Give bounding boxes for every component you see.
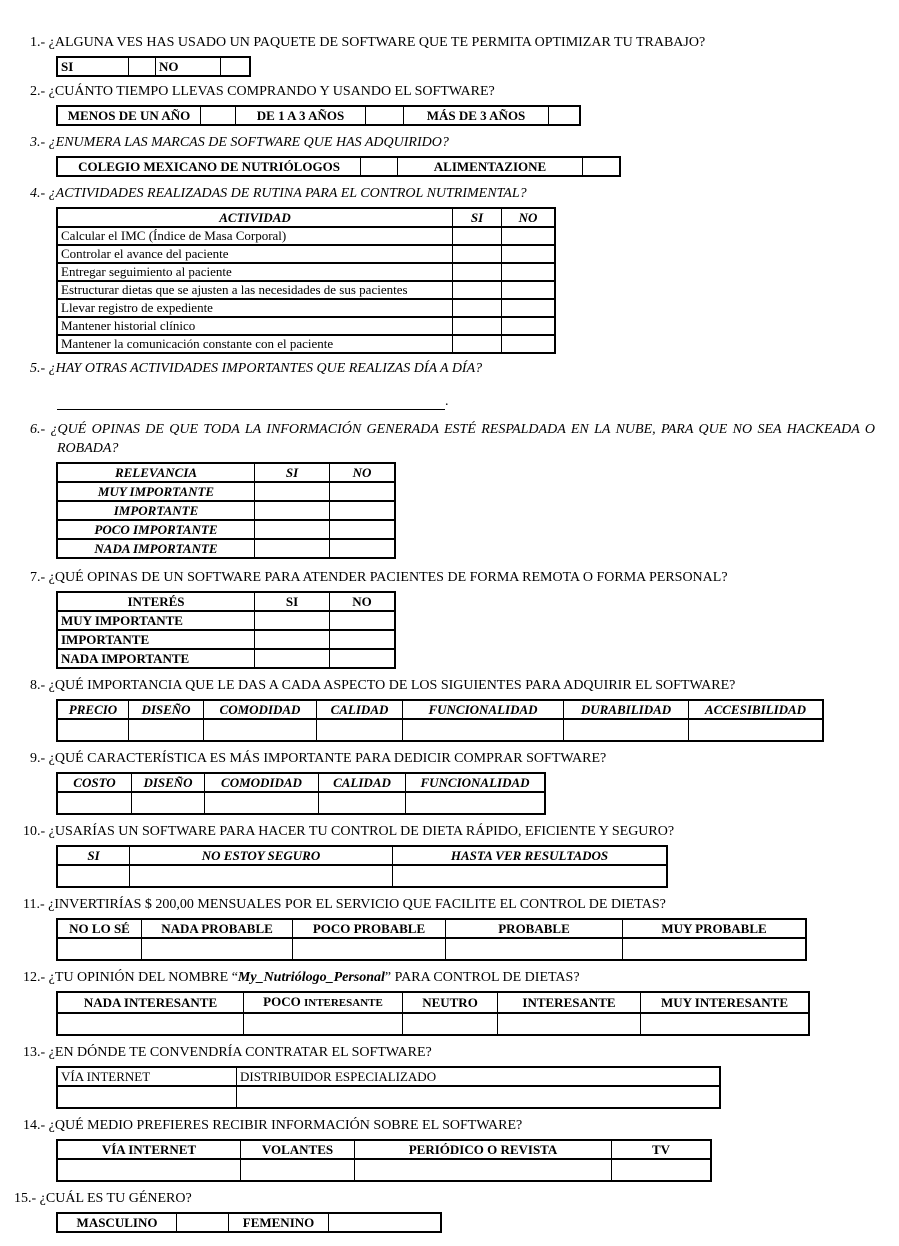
option-cell: PERIÓDICO O REVISTA: [355, 1140, 612, 1159]
answer-cell[interactable]: [330, 611, 396, 630]
option-cell: DURABILIDAD: [564, 700, 689, 719]
q11-answer-table: [56, 918, 807, 961]
answer-cell[interactable]: [453, 263, 502, 281]
answer-cell[interactable]: [129, 719, 204, 741]
table-row: [57, 773, 545, 792]
software-name: My_Nutriólogo_Personal: [237, 970, 385, 985]
answer-cell[interactable]: [255, 539, 330, 558]
answer-cell[interactable]: [241, 1159, 355, 1181]
option-cell: CALIDAD: [319, 773, 406, 792]
table-row: [57, 1013, 809, 1035]
option-cell: FEMENINO: [229, 1213, 329, 1232]
answer-cell[interactable]: [255, 482, 330, 501]
answer-cell[interactable]: [453, 299, 502, 317]
option-cell: SI: [57, 846, 130, 865]
option-cell: FUNCIONALIDAD: [403, 700, 564, 719]
answer-cell[interactable]: [57, 938, 142, 960]
answer-cell[interactable]: [330, 649, 396, 668]
q2-answer-table: [56, 105, 581, 126]
table-row: [57, 992, 809, 1013]
answer-cell[interactable]: [403, 719, 564, 741]
question-text: [0, 1189, 875, 1208]
answer-cell[interactable]: [57, 1013, 244, 1035]
answer-cell[interactable]: [366, 106, 404, 125]
answer-cell[interactable]: [361, 157, 398, 176]
table-row: [57, 227, 555, 245]
option-cell: SI: [255, 463, 330, 482]
answer-cell[interactable]: [583, 157, 621, 176]
question-text-label: ¿INVERTIRÍAS $ 200,00 MENSUALES POR EL SERVICIO QUE FACILITE EL CONTROL DE DIETAS?: [48, 897, 666, 912]
option-cell: NEUTRO: [403, 992, 498, 1013]
question-10: [0, 822, 899, 888]
answer-cell[interactable]: [255, 630, 330, 649]
question-text-label: ¿USARÍAS UN SOFTWARE PARA HACER TU CONTROL DE DIETA RÁPIDO, EFICIENTE Y SEGURO?: [48, 824, 675, 839]
option-cell: Controlar el avance del paciente: [57, 245, 453, 263]
option-cell: MUY PROBABLE: [623, 919, 807, 938]
option-cell: MENOS DE UN AÑO: [57, 106, 201, 125]
answer-cell[interactable]: [57, 1086, 237, 1108]
question-1: [0, 33, 899, 77]
question-text-label: ¿ALGUNA VES HAS USADO UN PAQUETE DE SOFTWARE QUE TE PERMITA OPTIMIZAR TU TRABAJO?: [48, 35, 706, 50]
option-cell: MUY IMPORTANTE: [57, 611, 255, 630]
table-row: [57, 1086, 720, 1108]
option-cell: RELEVANCIA: [57, 463, 255, 482]
answer-cell[interactable]: [330, 520, 396, 539]
option-cell: Llevar registro de expediente: [57, 299, 453, 317]
answer-cell[interactable]: [406, 792, 546, 814]
table-row: [57, 865, 667, 887]
answer-cell[interactable]: [319, 792, 406, 814]
table-row: [57, 208, 555, 227]
option-cell: COMODIDAD: [205, 773, 319, 792]
answer-cell[interactable]: [453, 281, 502, 299]
answer-cell[interactable]: [689, 719, 824, 741]
option-cell: Mantener la comunicación constante con el paciente: [57, 335, 453, 353]
question-number: 9.-: [30, 751, 46, 766]
option-cell: DISEÑO: [132, 773, 205, 792]
option-cell: VOLANTES: [241, 1140, 355, 1159]
answer-cell[interactable]: [177, 1213, 229, 1232]
option-cell: SI: [57, 57, 129, 76]
question-text-label: ¿ACTIVIDADES REALIZADAS DE RUTINA PARA EL CONTROL NUTRIMENTAL?: [48, 186, 527, 201]
option-cell: SI: [453, 208, 502, 227]
table-row: [57, 719, 823, 741]
answer-cell[interactable]: [129, 57, 156, 76]
question-number: 7.-: [30, 570, 46, 585]
question-3: [0, 133, 899, 177]
answer-cell[interactable]: [502, 335, 556, 353]
answer-cell[interactable]: [237, 1086, 721, 1108]
table-row: [57, 520, 395, 539]
table-row: [57, 1067, 720, 1086]
answer-cell[interactable]: [502, 263, 556, 281]
table-row: [57, 263, 555, 281]
option-cell: [244, 992, 403, 1013]
question-number: 14.-: [23, 1118, 46, 1133]
q10-answer-table: [56, 845, 668, 888]
answer-cell[interactable]: [453, 245, 502, 263]
question-8: [0, 676, 899, 742]
option-cell: ACCESIBILIDAD: [689, 700, 824, 719]
answer-cell[interactable]: [612, 1159, 712, 1181]
question-text-label: ¿CUÁL ES TU GÉNERO?: [39, 1191, 192, 1206]
question-text: [0, 359, 875, 378]
table-row: [57, 57, 250, 76]
question-5: [0, 359, 899, 410]
questionnaire-body: [0, 33, 899, 1233]
answer-cell[interactable]: [57, 1159, 241, 1181]
question-number: 13.-: [23, 1045, 46, 1060]
option-cell: Calcular el IMC (Índice de Masa Corporal): [57, 227, 453, 245]
answer-cell[interactable]: [205, 792, 319, 814]
q6-answer-table: [56, 462, 396, 559]
question-4: [0, 184, 899, 354]
table-row: [57, 792, 545, 814]
option-label: POCO: [263, 994, 304, 1009]
option-cell: Mantener historial clínico: [57, 317, 453, 335]
answer-cell[interactable]: [57, 792, 132, 814]
question-text-label: ¿CUÁNTO TIEMPO LLEVAS COMPRANDO Y USANDO EL SOFTWARE?: [48, 84, 495, 99]
answer-cell[interactable]: [330, 630, 396, 649]
table-row: [57, 335, 555, 353]
question-text: [0, 822, 875, 841]
table-row: [57, 539, 395, 558]
option-cell: FUNCIONALIDAD: [406, 773, 546, 792]
question-number: 11.-: [23, 897, 45, 912]
question-text-label: ¿QUÉ IMPORTANCIA QUE LE DAS A CADA ASPECTO DE LOS SIGUIENTES PARA ADQUIRIR EL SOFTWARE?: [48, 678, 736, 693]
answer-cell[interactable]: [355, 1159, 612, 1181]
table-row: [57, 501, 395, 520]
answer-cell[interactable]: [132, 792, 205, 814]
answer-cell[interactable]: [255, 649, 330, 668]
option-cell: NO LO SÉ: [57, 919, 142, 938]
question-number: 3.-: [30, 135, 46, 150]
question-text: [0, 968, 875, 987]
option-cell: TV: [612, 1140, 712, 1159]
option-cell: POCO PROBABLE: [293, 919, 446, 938]
question-text-label: ¿QUÉ MEDIO PREFIERES RECIBIR INFORMACIÓN SOBRE EL SOFTWARE?: [48, 1118, 523, 1133]
answer-cell[interactable]: [221, 57, 251, 76]
q12-answer-table: [56, 991, 810, 1036]
option-cell: NO: [156, 57, 221, 76]
option-cell: POCO IMPORTANTE: [57, 520, 255, 539]
option-cell: COLEGIO MEXICANO DE NUTRIÓLOGOS: [57, 157, 361, 176]
question-text-label: ¿QUÉ OPINAS DE UN SOFTWARE PARA ATENDER PACIENTES DE FORMA REMOTA O FORMA PERSONAL?: [48, 570, 728, 585]
table-row: [57, 245, 555, 263]
q8-answer-table: [56, 699, 824, 742]
answer-cell[interactable]: [549, 106, 581, 125]
answer-cell[interactable]: [393, 865, 668, 887]
q1-answer-table: [56, 56, 251, 77]
question-text: [0, 33, 875, 52]
option-cell: DISTRIBUIDOR ESPECIALIZADO: [237, 1067, 721, 1086]
question-text-label: ¿ENUMERA LAS MARCAS DE SOFTWARE QUE HAS ADQUIRIDO?: [48, 135, 449, 150]
table-row: [57, 846, 667, 865]
table-row: [57, 1213, 441, 1232]
answer-cell[interactable]: [498, 1013, 641, 1035]
table-row: [57, 157, 620, 176]
answer-cell[interactable]: [446, 938, 623, 960]
question-text: [0, 184, 875, 203]
option-cell: COMODIDAD: [204, 700, 317, 719]
table-row: [57, 938, 806, 960]
answer-cell[interactable]: [329, 1213, 442, 1232]
q4-answer-table: [56, 207, 556, 354]
answer-cell[interactable]: [255, 611, 330, 630]
option-cell: MUY INTERESANTE: [641, 992, 810, 1013]
question-text-label: ¿HAY OTRAS ACTIVIDADES IMPORTANTES QUE REALIZAS DÍA A DÍA?: [48, 361, 483, 376]
answer-cell[interactable]: [130, 865, 393, 887]
question-text: [0, 420, 875, 458]
question-text-part: ” PARA CONTROL DE DIETAS?: [384, 970, 580, 985]
question-text: [0, 568, 875, 587]
option-cell: COSTO: [57, 773, 132, 792]
q15-answer-table: [56, 1212, 442, 1233]
question-number: 12.-: [23, 970, 46, 985]
question-number: 2.-: [30, 84, 46, 99]
option-cell: ACTIVIDAD: [57, 208, 453, 227]
option-cell: PRECIO: [57, 700, 129, 719]
table-row: [57, 630, 395, 649]
answer-cell[interactable]: [201, 106, 236, 125]
table-row: [57, 317, 555, 335]
answer-cell[interactable]: [293, 938, 446, 960]
option-cell: ALIMENTAZIONE: [398, 157, 583, 176]
q13-answer-table: [56, 1066, 721, 1109]
q7-answer-table: [56, 591, 396, 669]
question-number: 4.-: [30, 186, 46, 201]
answer-cell[interactable]: [204, 719, 317, 741]
option-cell: SI: [255, 592, 330, 611]
question-text: [0, 749, 875, 768]
option-cell: VÍA INTERNET: [57, 1140, 241, 1159]
question-text-part: ¿TU OPINIÓN DEL NOMBRE “: [48, 970, 238, 985]
answer-cell[interactable]: [57, 719, 129, 741]
option-cell: VÍA INTERNET: [57, 1067, 237, 1086]
question-text: [0, 133, 875, 152]
answer-cell[interactable]: [255, 501, 330, 520]
table-row: [57, 700, 823, 719]
question-text-label: ¿QUÉ CARACTERÍSTICA ES MÁS IMPORTANTE PARA DEDICIR COMPRAR SOFTWARE?: [48, 751, 607, 766]
option-cell: DE 1 A 3 AÑOS: [236, 106, 366, 125]
option-cell: NO: [330, 463, 396, 482]
question-text: [0, 895, 875, 914]
answer-cell[interactable]: [142, 938, 293, 960]
option-cell: Entregar seguimiento al paciente: [57, 263, 453, 281]
table-row: [57, 592, 395, 611]
option-cell: MÁS DE 3 AÑOS: [404, 106, 549, 125]
question-6: [0, 420, 899, 559]
question-number: 8.-: [30, 678, 46, 693]
answer-cell[interactable]: [623, 938, 807, 960]
answer-cell[interactable]: [641, 1013, 810, 1035]
option-cell: INTERÉS: [57, 592, 255, 611]
table-row: [57, 611, 395, 630]
question-7: [0, 568, 899, 669]
question-text: [0, 1116, 875, 1135]
option-cell: NO ESTOY SEGURO: [130, 846, 393, 865]
answer-cell[interactable]: [57, 865, 130, 887]
question-text: [0, 676, 875, 695]
table-row: [57, 281, 555, 299]
option-cell: NADA PROBABLE: [142, 919, 293, 938]
option-cell: IMPORTANTE: [57, 501, 255, 520]
answer-underline[interactable]: [57, 395, 445, 410]
option-cell: HASTA VER RESULTADOS: [393, 846, 668, 865]
answer-cell[interactable]: [502, 227, 556, 245]
option-cell: NADA INTERESANTE: [57, 992, 244, 1013]
question-number: 10.-: [23, 824, 46, 839]
option-cell: NADA IMPORTANTE: [57, 539, 255, 558]
option-cell: PROBABLE: [446, 919, 623, 938]
answer-cell[interactable]: [453, 335, 502, 353]
answer-cell[interactable]: [502, 245, 556, 263]
question-15: [0, 1189, 899, 1233]
option-cell: MASCULINO: [57, 1213, 177, 1232]
question-text-label: ¿EN DÓNDE TE CONVENDRÍA CONTRATAR EL SOFTWARE?: [48, 1045, 432, 1060]
question-14: [0, 1116, 899, 1182]
option-cell: NADA IMPORTANTE: [57, 649, 255, 668]
option-cell: MUY IMPORTANTE: [57, 482, 255, 501]
table-row: [57, 1159, 711, 1181]
answer-cell[interactable]: [330, 482, 396, 501]
table-row: [57, 299, 555, 317]
question-text: [0, 1043, 875, 1062]
option-cell: IMPORTANTE: [57, 630, 255, 649]
answer-cell[interactable]: [330, 539, 396, 558]
answer-cell[interactable]: [403, 1013, 498, 1035]
write-in-line[interactable]: [57, 392, 899, 410]
question-9: [0, 749, 899, 815]
answer-cell[interactable]: [330, 501, 396, 520]
answer-cell[interactable]: [502, 317, 556, 335]
answer-cell[interactable]: [255, 520, 330, 539]
question-number: 15.-: [14, 1191, 37, 1206]
question-text-label: ¿QUÉ OPINAS DE QUE TODA LA INFORMACIÓN GENERADA ESTÉ RESPALDADA EN LA NUBE, PARA QUE NO SEA HACKEADA O ROBADA?: [50, 422, 876, 456]
period-mark: .: [445, 394, 449, 409]
option-cell: DISEÑO: [129, 700, 204, 719]
question-11: [0, 895, 899, 961]
question-text: [0, 82, 875, 101]
option-cell: INTERESANTE: [498, 992, 641, 1013]
question-2: [0, 82, 899, 126]
option-cell: NO: [502, 208, 556, 227]
answer-cell[interactable]: [453, 317, 502, 335]
question-number: 1.-: [30, 35, 46, 50]
table-row: [57, 482, 395, 501]
q9-answer-table: [56, 772, 546, 815]
option-cell: NO: [330, 592, 396, 611]
question-12: [0, 968, 899, 1036]
table-row: [57, 463, 395, 482]
answer-cell[interactable]: [502, 281, 556, 299]
answer-cell[interactable]: [453, 227, 502, 245]
q3-answer-table: [56, 156, 621, 177]
option-cell: CALIDAD: [317, 700, 403, 719]
question-number: 6.-: [30, 422, 46, 437]
table-row: [57, 919, 806, 938]
answer-cell[interactable]: [317, 719, 403, 741]
option-label-small: INTERESANTE: [303, 997, 383, 1009]
answer-cell[interactable]: [244, 1013, 403, 1035]
table-row: [57, 649, 395, 668]
answer-cell[interactable]: [564, 719, 689, 741]
table-row: [57, 1140, 711, 1159]
answer-cell[interactable]: [502, 299, 556, 317]
question-number: 5.-: [30, 361, 46, 376]
question-13: [0, 1043, 899, 1109]
option-cell: Estructurar dietas que se ajusten a las necesidades de sus pacientes: [57, 281, 453, 299]
table-row: [57, 106, 580, 125]
q14-answer-table: [56, 1139, 712, 1182]
